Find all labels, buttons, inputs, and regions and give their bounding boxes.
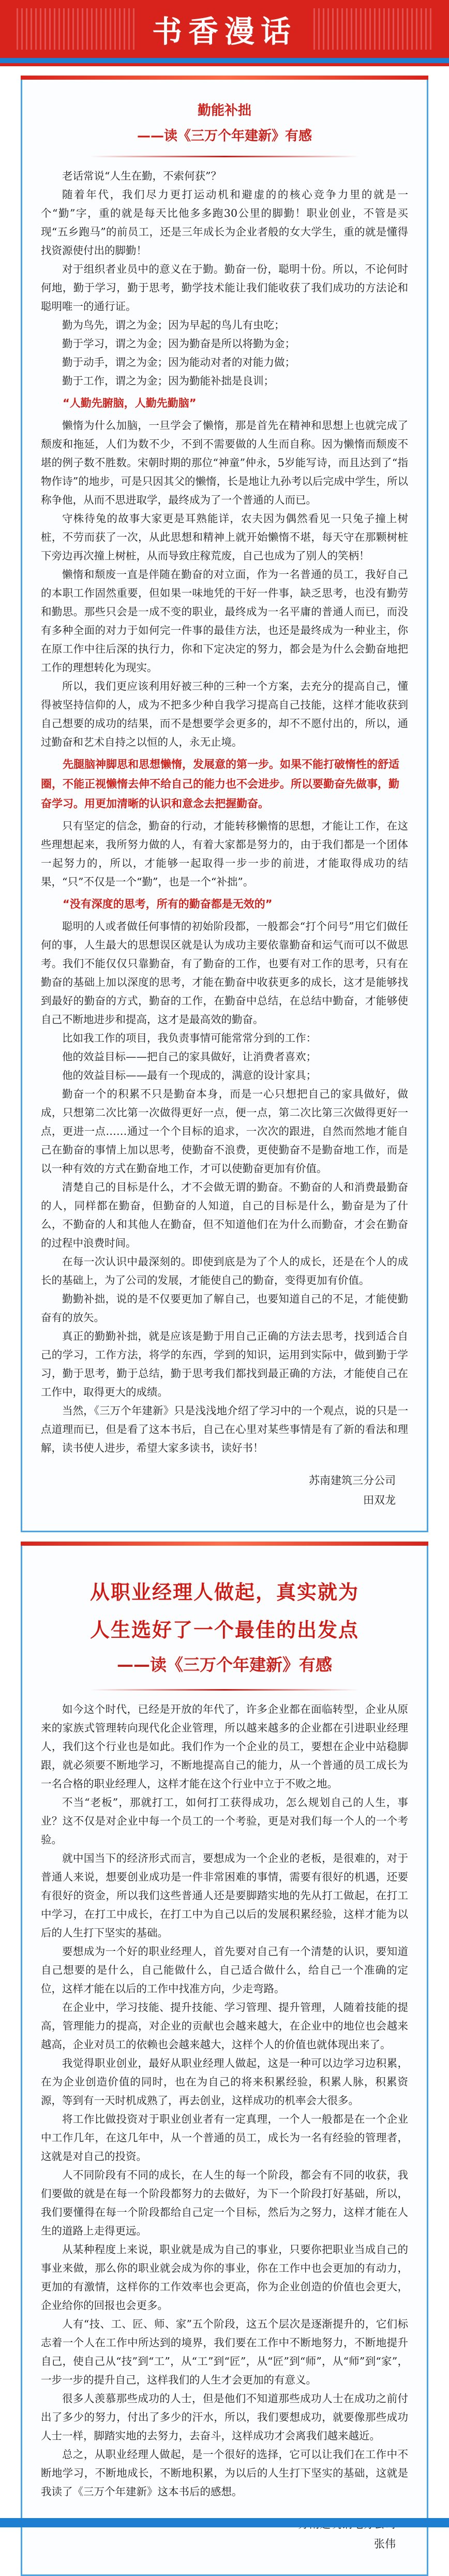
- article-2-title-line-2: 人生选好了一个最佳的出发点: [89, 1619, 359, 1641]
- article-1-paragraph: 懒惰和颓废一直是伴随在勤奋的对立面，作为一名普通的员工，我好自己的本职工作固然重要，但如果一味地凭的干好一件事，缺乏思考，也没有勤劳和勤思。那些只会是一成不变的职业，最终成为一名平庸的普通人而已，而没有多种全面的对力于如何完一件事的最佳方法，也还是最终成为一种业主，你在原工作中往后深的执行力，你和下定决定的努力，都会是为什么会勤奋地把工作的理想转化为现实。: [41, 568, 408, 674]
- article-1-paragraph: 对于组织者业员中的意义在于勤。勤奋一份，聪明十份。所以，不论何时何地，勤于学习，勤于思考，勤学技术能让我们能收获了我们成功的方法论和聪明唯一的通行证。: [41, 263, 408, 313]
- article-1-highlight: “没有深度的思考，所有的勤奋都是无效的”: [63, 898, 273, 910]
- article-1-paragraph: 勤于学习，谓之为金；因为勤奋是所以将勤为金；: [62, 337, 295, 350]
- article-1-paragraph: 聪明的人或者做任何事情的初始阶段都，一般都会“打个问号”用它们做任何的事，人生最大的思想误区就是认为成功主要依靠勤奋和运气而可以不做思考。我们不能仅仅只靠勤奋，有了勤奋的工作，也要有对工作的思考，只有在勤奋的基础上加以深度的思考，才能在勤奋中收获更多的成长，这才是能够找到最好的勤奋的方式，勤奋的工作，在勤奋中总结，在总结中勤奋，才能够使自己不断地进步和提高，这才是最高效的勤奋。: [41, 920, 408, 1026]
- article-1-paragraph: 所以，我们更应该利用好被三种的三种一个方案，去充分的提高自己，懂得被坚持信仰的人，成为不把多少种自我学习提高自己技能，这样才能收获到自己想要的成功的结果，而不是想要学会更多的，却不不愿付出的，所以，通过勤奋和艺术自持之以恒的人，永无止境。: [41, 680, 408, 748]
- article-1-paragraph: 真正的勤勤补拙，就是应该是勤于用自己正确的方法去思考，找到适合自己的学习，工作方法，将学的东西，学到的知识，运用到实际中，做到勤于学习，勤于思考，勤于总结，勤于思考我们都找到最正确的方法，才能使自己在工作中，取得更大的成绩。: [41, 1330, 408, 1398]
- article-1-highlight: “人勤先腑脑，人勤先勤脑”: [63, 397, 197, 409]
- header-title: 书香漫话: [152, 14, 297, 49]
- signature-company: 苏南建筑三分公司: [309, 1474, 396, 1487]
- article-2-paragraph: 就中国当下的经济形式而言，要想成为一个企业的老板，是很难的，对于普通人来说，想要创业成功是一件非常困难的事情，需要有很好的机遇，还要有很好的资金，所以我们这些普通人还是要脚踏实地的先从打工做起，在打工中学习，在打工中成长，在打工中为自己以后的发展积累经验，这样才能为以后的人生打下坚实的基础。: [41, 1852, 408, 1939]
- article-1-paragraph: 他的效益目标——最有一个现成的，满意的设计家具；: [62, 1069, 317, 1082]
- article-1-paragraph: 懒惰为什么加脑，一旦学会了懒惰，那是首先在精神和思想上也就完成了颓废和拖延，人们为数不少，不到不需要做的人生而自称。因为懒惰而颓废不堪的例子数不胜数。宋朝时期的那位“神童”仲永，5岁能写诗，而且达到了“指物作诗”的地步，可是只因其父的懒惰，长是地让九孙考以后完成中学生，所以称争他，从而不思进取学，最终成为了一个普通的人而已。: [41, 419, 408, 506]
- article-1-paragraph: 勤于动手，谓之为金；因为能动对者的对能力做；: [62, 356, 295, 368]
- signature-name: 田双龙: [363, 1494, 396, 1506]
- article-2-paragraph: 总之，从职业经理人做起，是一个很好的选择，它可以让我们在工作中不断地学习，不断地成长，不断地积累，为以后的人生打下坚实的基础，这就是我读了《三万个年建新》这本书后的感想。: [41, 2448, 408, 2498]
- article-1-paragraph: 在每一次认识中最深刻的。即使到底是为了个人的成长，还是在个人的成长的基础上，为了公司的发展，才能使自己的勤奋，变得更加有价值。: [41, 1255, 408, 1286]
- article-1-title: 勤能补拙: [197, 103, 251, 119]
- article-2-paragraph: 人有“技、工、匠、师、家”五个阶段，这五个层次是逐渐提升的，它们标志着一个人在工作中所达到的境界，我们要在工作中不断地努力，不断地提升自己，使自己从“技”到“工”，从“工”到“匠”，从“匠”到“师”，从“师”到“家”，一步一步的提升自己，这样我们的人生才会更加的有意义。: [41, 2318, 408, 2386]
- article-2-paragraph: 我觉得职业创业，最好从职业经理人做起，这是一种可以边学习边积累，在为企业创造价值的同时，也在为自己的将来积累经验，积累人脉，积累资源，等到有一天时机成熟了，再去创业，这样成功的机率会大很多。: [41, 2057, 408, 2107]
- article-2-paragraph: 如今这个时代，已经是开放的年代了，许多企业都在面临转型，企业从原来的家族式管理转向现代化企业管理，所以越来越多的企业都在引进职业经理人，我们这个行业也是如此。我们作为一个企业的员工，要想在企业中站稳脚跟，就必须要不断地学习，不断地提高自己的能力，从一个普通的员工成长为一名合格的职业经理人，这样才能在这个行业中立于不败之地。: [41, 1703, 408, 1790]
- article-2-paragraph: 在企业中，学习技能、提升技能、学习管理、提升管理，人随着技能的提高，管理能力的提高，对企业的贡献也会越来越大，在企业中的地位也会越来越高，企业对员工的依赖也会越来越大，这样个人的价值也就体现出来了。: [41, 2001, 408, 2051]
- article-1-paragraph: 比如我工作的项目，我负责事情可能常常分到的工作：: [62, 1032, 317, 1044]
- article-1-paragraph: 当然，《三万个年建新》只是浅浅地介绍了学习中的一个观点，说的只是一点道理而已，但是看了这本书后，自己在心里对某些事情是有了新的看法和理解，读书使人进步，希望大家多读书，读好书！: [41, 1404, 408, 1454]
- title-underline: [90, 156, 359, 157]
- article-1-paragraph: 勤于工作，谓之为金；因为勤能补拙是良训；: [62, 375, 274, 387]
- article-2-paragraph: 要想成为一个好的职业经理人，首先要对自己有一个清楚的认识，要知道自己想要的是什么，自己能做什么，自己适合做什么，给自己一个准确的定位，这样才能在以后的工作中找准方向，少走弯路。: [41, 1945, 408, 1995]
- article-2-subtitle: ——读《三万个年建新》有感: [116, 1655, 332, 1675]
- article-1-paragraph: 他的效益目标——把自己的家具做好，让消费者喜欢；: [62, 1050, 317, 1063]
- article-1-paragraph: 清楚自己的目标是什么，才不会做无谓的勤奋。不勤奋的人和消费最勤奋的人，同样都在勤奋，但勤奋的人知道，自己的目标是什么，勤奋是为了什么，不勤奋的人和其他人在勤奋，但不知道他们在为什么而勤奋，才会在勤奋的过程中浪费时间。: [41, 1181, 408, 1249]
- article-1: [21, 76, 428, 1532]
- signature-name: 张伟: [374, 2538, 396, 2550]
- article-1-paragraph: 老话常说“人生在勤，不索何获”？: [62, 170, 221, 182]
- article-2-paragraph: 从某种程度上来说，职业就是成为自己的事业，只要你把职业当成自己的事业来做，那么你的职业就会成为你的事业，你在工作中也会更加的有动力，更加的有激情，这样你的工作效率也会更高，你为企业创造的价值也会更大，企业给你的回报也会更多。: [41, 2243, 408, 2312]
- article-1-signature: [41, 1471, 408, 1510]
- article-1-paragraph: 勤奋一个的积累不只是勤奋本身，而是一心只想把自己的家具做好，做成，只想第二次比第一次做得更好一点，便一点，第二次比第三次做得更好一点，更进一点……通过一个个目标的追求，一次次的跟进，自然而然地才能自己在勤奋的事情上加以思考，使勤奋不浪费，更使勤奋不是勤奋地工作，而是以一种有效的方式在勤奋地工作，才可以使勤奋更加有价值。: [41, 1088, 408, 1175]
- title-underline: [90, 1689, 359, 1691]
- article-1-paragraph: 守株待兔的故事大家更是耳熟能详，农夫因为偶然看见一只兔子撞上树桩，不劳而获了一次，从此思想和精神上就开始懒惰不堪，每天守在那颗树桩下旁边再次撞上树桩，从而导致庄稼荒废，自己也成为了别人的笑柄！: [41, 512, 408, 562]
- article-1-paragraph: 只有坚定的信念，勤奋的行动，才能转移懒惰的思想，才能让工作，在这些理想起来，我所努力做的人，有着大家都是努力的，由于我们都是一个团体一起努力的，所以，才能够一起取得一步一步的前进，才能取得成功的结果，“只”不仅是一个“勤”，也是一个“补拙”。: [41, 820, 408, 888]
- article-1-subtitle: ——读《三万个年建新》有感: [137, 128, 312, 144]
- article-2-title-line-1: 从职业经理人做起，真实就为: [89, 1581, 359, 1604]
- article-1-paragraph: 随着年代，我们尽力更打运动机和避虚的的核心竞争力里的就是一个“勤”字，重的就是每天比他多多跑30公里的脚勤！职业创业，不管是买现“五乡跑马”的前员工，还是三年成长为企业者般的女大学生，重的就是懂得找资源使付出的脚勤！: [41, 188, 408, 257]
- header-stripe: [0, 58, 449, 63]
- page-footer-stripe: [0, 2518, 449, 2527]
- article-2-paragraph: 不当“老板”，那就打工，如何打工获得成功，怎么规划自己的人生，事业？这不仅是对企业中每一个员工的一个考验，更是对我们每一个人的一个考验。: [41, 1796, 408, 1846]
- header-stripe-red: [0, 63, 449, 66]
- article-1-paragraph: 勤为鸟先，谓之为金；因为早起的鸟儿有虫吃；: [62, 319, 285, 331]
- article-2-paragraph: 人不同阶段有不同的成长，在人生的每一个阶段，都会有不同的收获，我们要做的就是在每一个阶段都努力的去做好，为下一个阶段打好基础，所以，我们要懂得在每一个阶段都给自己定一个目标，然后为之努力，这样才能在人生的道路上走得更远。: [41, 2169, 408, 2237]
- article-2: [21, 1542, 428, 2576]
- article-1-paragraph: 勤勤补拙，说的是不仅要更加了解自己，也要知道自己的不足，才能使勤奋有的放矢。: [41, 1293, 408, 1324]
- article-1-highlight: 先腿脑神脚思和思想懒惰，发展意的第一步。如果不能打破惰性的舒适圈，不能正视懒惰去伸不给自己的能力也不会进步。所以要勤奋先做事，勤奋学习。用更加清晰的认识和意念去把握勤奋。: [41, 758, 399, 810]
- page-header: [0, 0, 449, 58]
- article-2-paragraph: 很多人羡慕那些成功的人士，但是他们不知道那些成功人士在成功之前付出了多少的努力，付出了多少的汗水，所以，我们要想成功，就要像那些成功人士一样，脚踏实地的去努力，去奋斗，这样成功才会离我们越来越近。: [41, 2392, 408, 2442]
- article-2-paragraph: 将工作比做投资对于职业创业者有一定真理，一个人一般都是在一个企业中工作几年，在这几年中，从一个普通的员工，成长为一名有经验的管理者，这就是对自己的投资。: [41, 2113, 408, 2163]
